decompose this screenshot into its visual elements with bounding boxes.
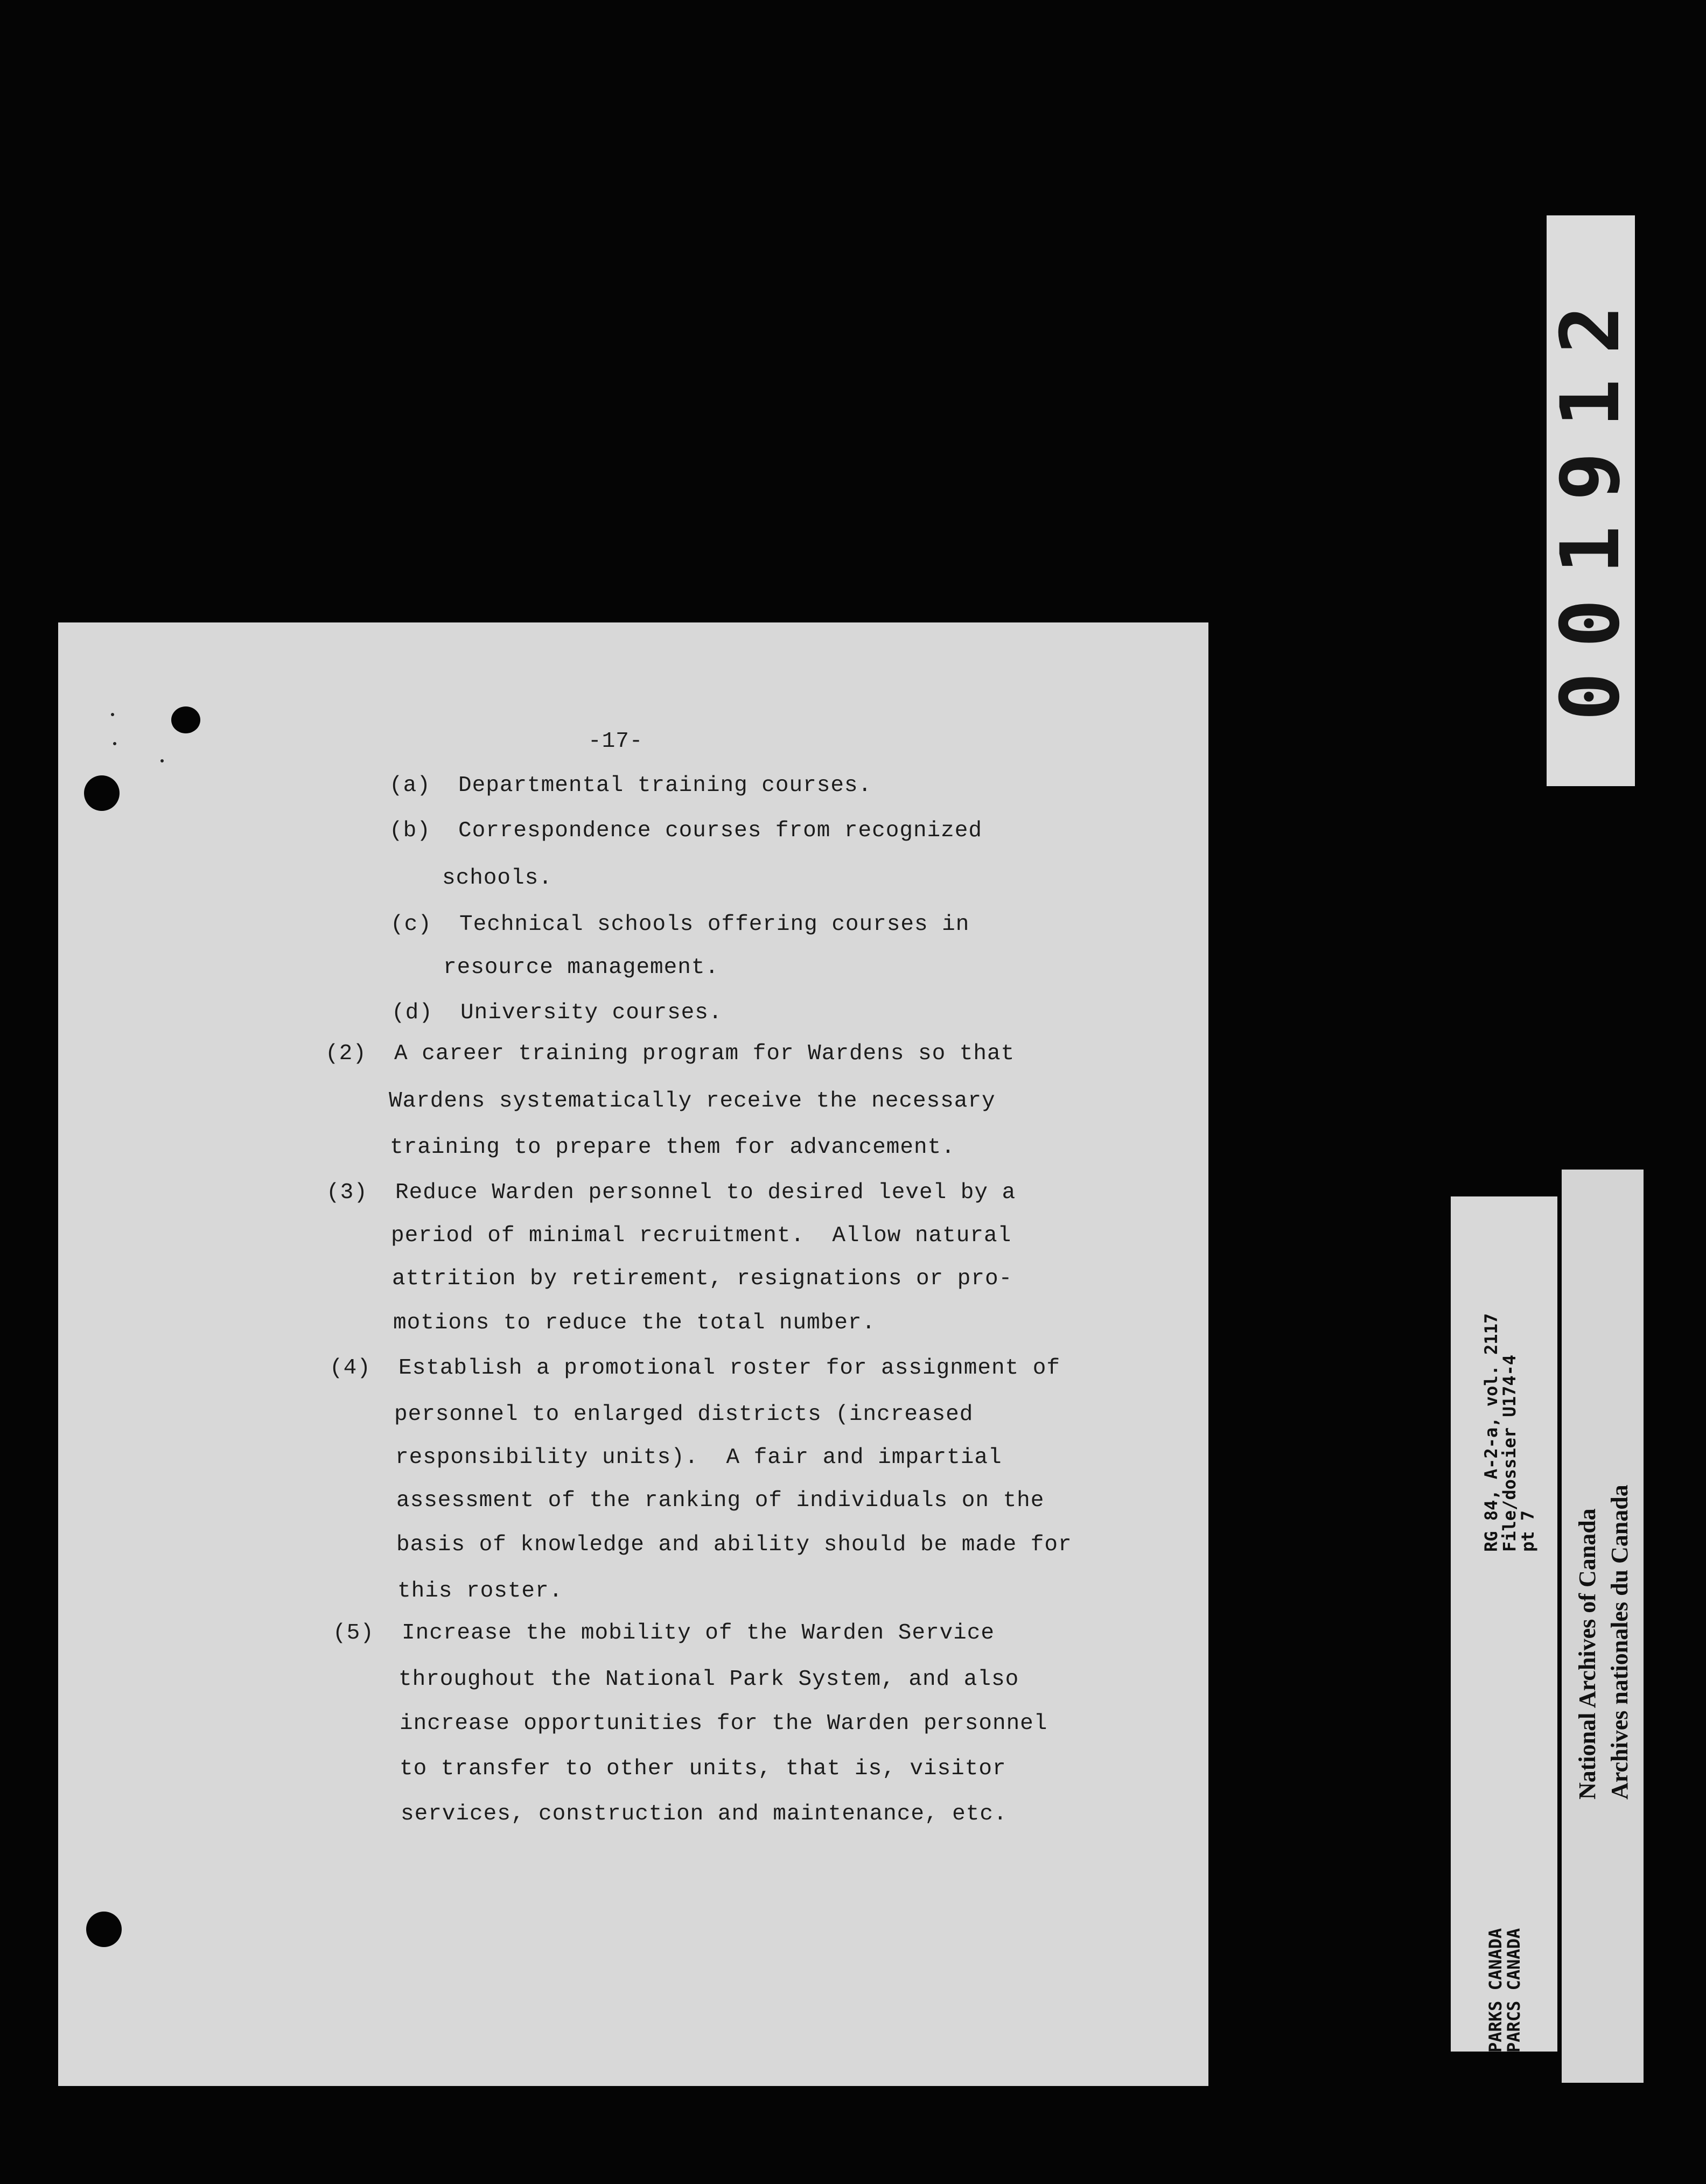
text-line: (a) Departmental training courses. — [389, 773, 872, 798]
text-line: (5) Increase the mobility of the Warden Service — [333, 1621, 995, 1646]
institution-text: National Archives of Canada Archives nationales du Canada — [1574, 1485, 1633, 1800]
text-line: to transfer to other units, that is, visitor — [400, 1756, 1006, 1781]
text-line: (b) Correspondence courses from recognized — [389, 818, 982, 843]
text-line: Wardens systematically receive the necessary — [389, 1089, 996, 1114]
text-line: services, construction and maintenance, etc. — [401, 1802, 1008, 1826]
text-line: (3) Reduce Warden personnel to desired level by a — [326, 1180, 1016, 1205]
speck — [111, 713, 114, 716]
page-number: -17- — [588, 729, 644, 754]
text-line: (4) Establish a promotional roster for assignment of — [330, 1356, 1061, 1381]
text-line: this roster. — [397, 1579, 563, 1604]
text-line: personnel to enlarged districts (increased — [394, 1402, 974, 1427]
text-line: (c) Technical schools offering courses in — [390, 912, 970, 937]
punch-hole-bottom — [86, 1912, 122, 1947]
text-line: attrition by retirement, resignations or pro- — [392, 1266, 1013, 1291]
punch-hole-top — [84, 775, 120, 811]
text-line: assessment of the ranking of individuals on the — [396, 1488, 1045, 1513]
text-line: (2) A career training program for Wardens so that — [325, 1041, 1015, 1066]
text-line: period of minimal recruitment. Allow natural — [391, 1223, 1012, 1248]
text-line: schools. — [442, 866, 553, 891]
text-line: throughout the National Park System, and also — [398, 1667, 1019, 1692]
text-line: basis of knowledge and ability should be made for — [396, 1532, 1072, 1557]
text-line: training to prepare them for advancement. — [390, 1135, 955, 1160]
speck — [113, 742, 116, 745]
agency-text: PARKS CANADA PARCS CANADA — [1485, 1928, 1524, 2053]
text-line: resource management. — [443, 955, 719, 980]
frame-number-card — [1544, 215, 1638, 786]
document-page — [58, 622, 1208, 2086]
text-line: responsibility units). A fair and impartial — [395, 1445, 1002, 1470]
reference-text: RG 84, A-2-a, vol. 2117 File/dossier U174-4 pt 7 — [1481, 1313, 1538, 1552]
text-line: increase opportunities for the Warden personnel — [400, 1711, 1048, 1736]
frame-number: 001912 — [1544, 281, 1638, 721]
text-line: (d) University courses. — [391, 1000, 723, 1025]
archive-reference-label — [1451, 1196, 1557, 2052]
punch-hole-partial — [171, 706, 200, 733]
text-line: motions to reduce the total number. — [393, 1311, 876, 1335]
archives-institution-label — [1562, 1170, 1644, 2083]
speck — [160, 759, 164, 762]
